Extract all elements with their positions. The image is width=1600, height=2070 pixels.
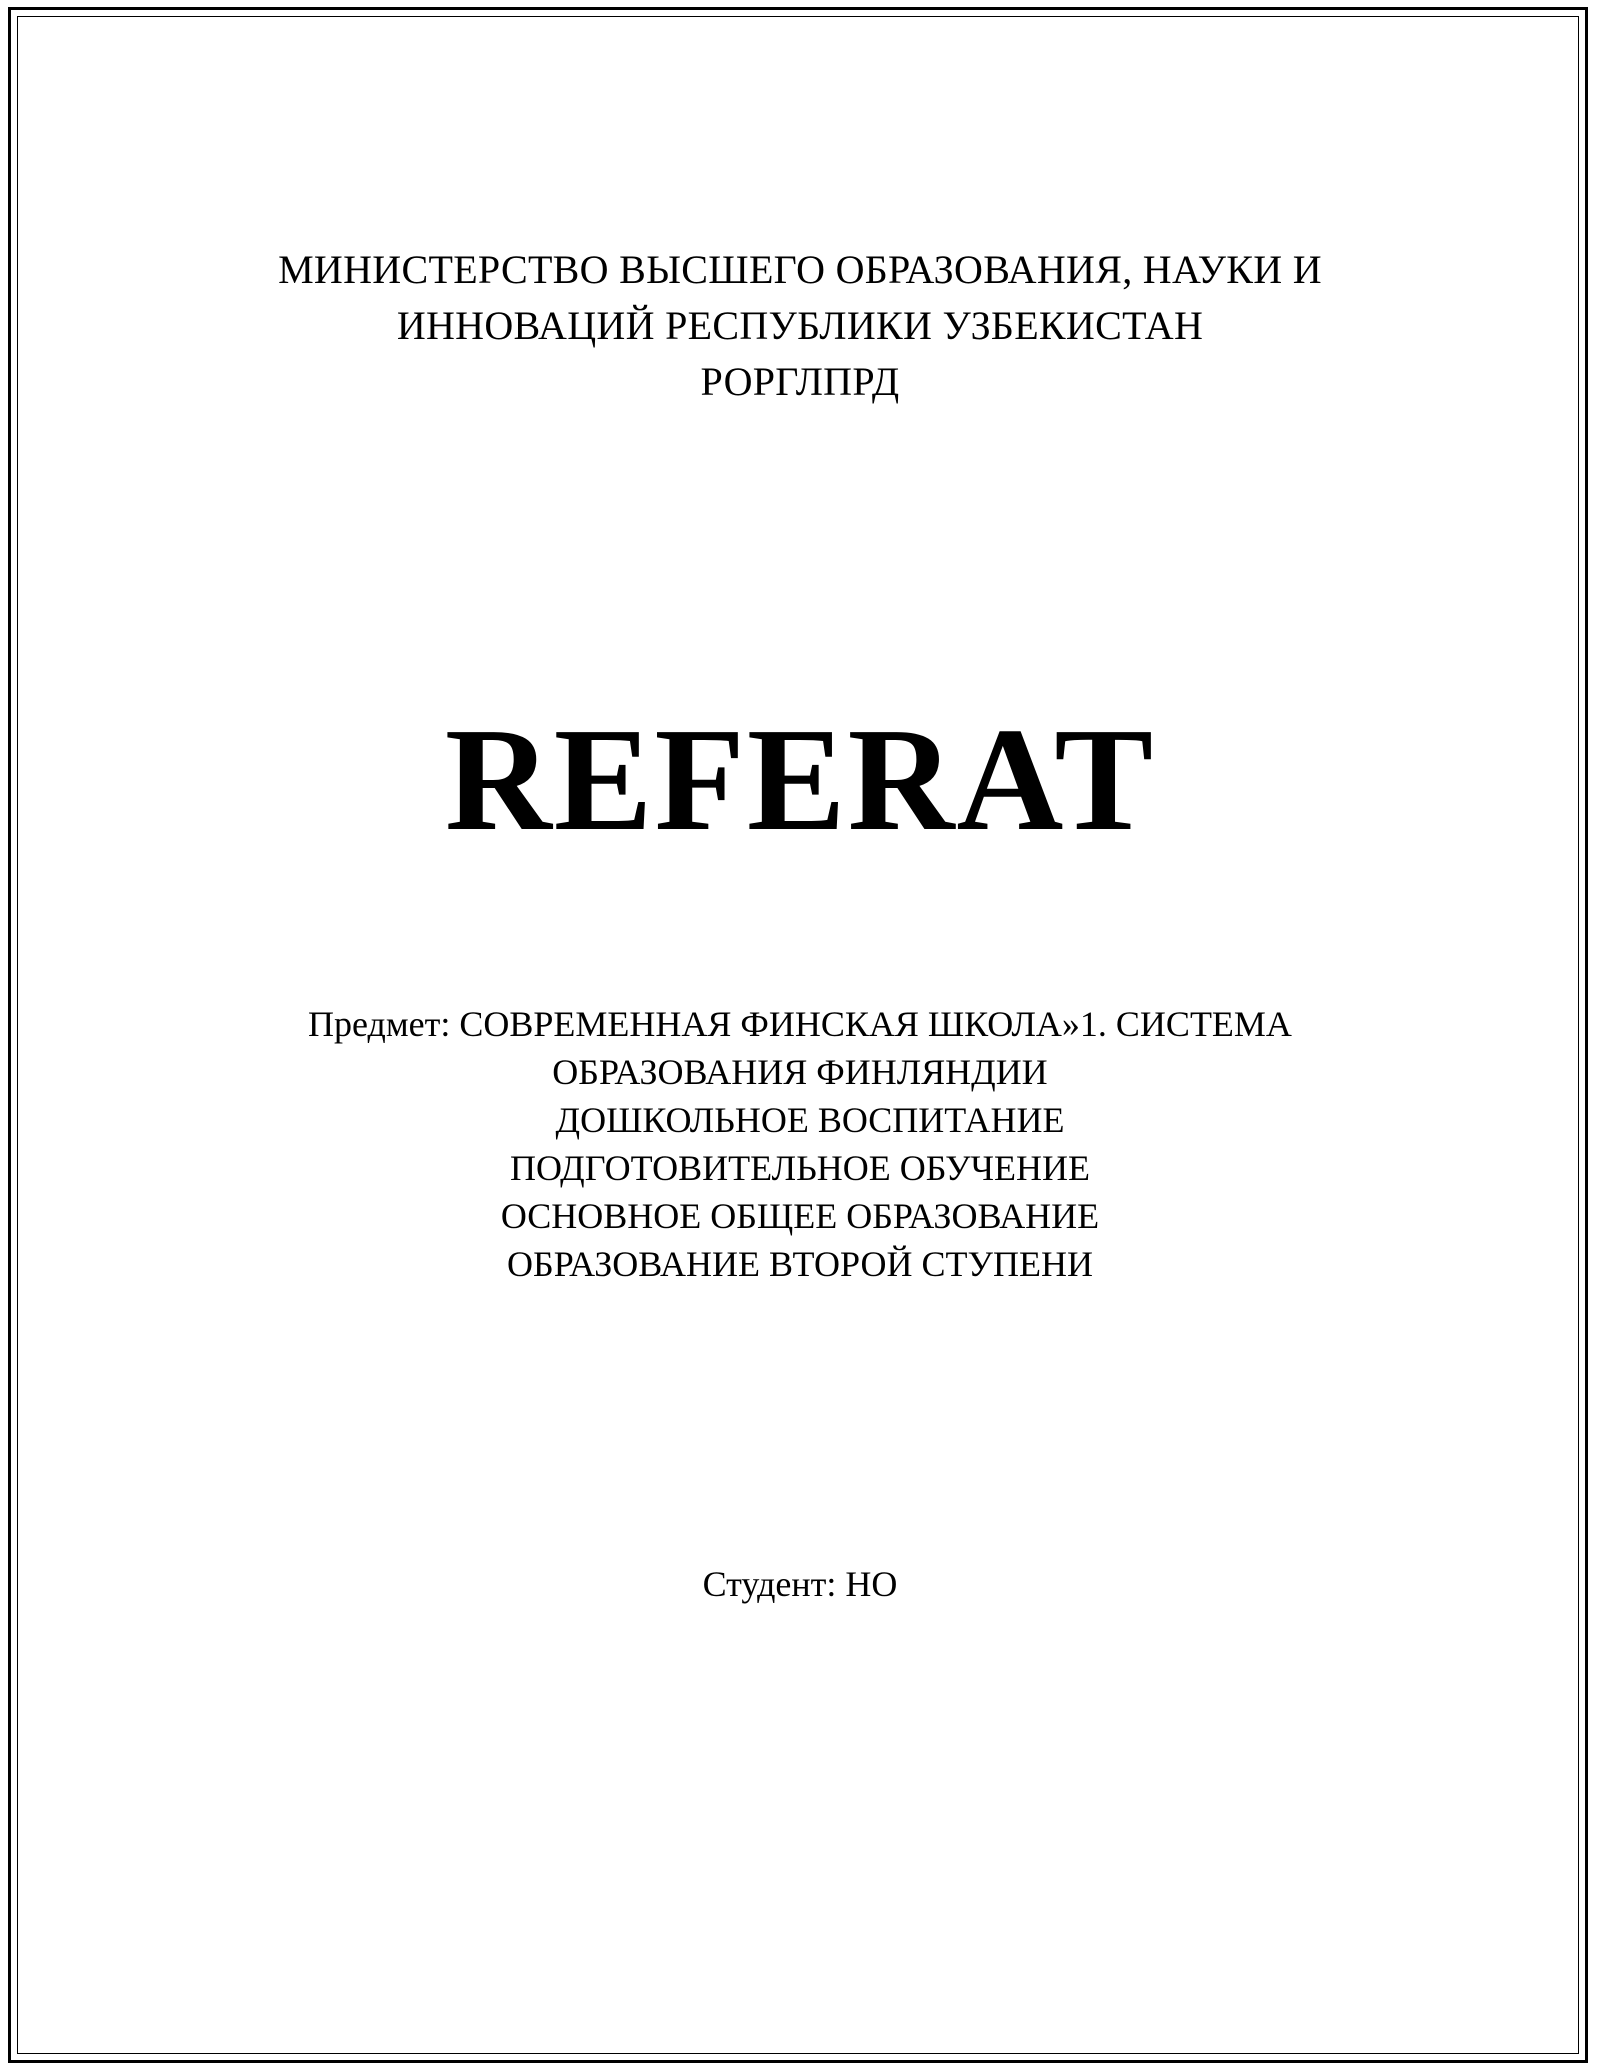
ministry-line-1: МИНИСТЕРСТВО ВЫСШЕГО ОБРАЗОВАНИЯ, НАУКИ И	[278, 247, 1322, 292]
subject-line-4: ПОДГОТОВИТЕЛЬНОЕ ОБУЧЕНИЕ	[509, 1148, 1091, 1188]
subject-line-2: ОБРАЗОВАНИЯ ФИНЛЯНДИИ	[552, 1052, 1048, 1092]
subject-line-6: ОБРАЗОВАНИЕ ВТОРОЙ СТУПЕНИ	[507, 1244, 1093, 1284]
subject-line-3: ДОШКОЛЬНОЕ ВОСПИТАНИЕ	[555, 1100, 1065, 1140]
student-name: Студент: НО	[702, 1564, 898, 1604]
institution-name: РОРГЛПРД	[700, 359, 900, 404]
ministry-header	[0, 242, 1600, 410]
subject-block	[0, 1000, 1600, 1288]
subject-line-5: ОСНОВНОЕ ОБЩЕЕ ОБРАЗОВАНИЕ	[500, 1196, 1100, 1236]
document-title: REFERAT	[444, 698, 1156, 862]
ministry-line-2: ИННОВАЦИЙ РЕСПУБЛИКИ УЗБЕКИСТАН	[396, 303, 1204, 348]
subject-line-1: Предмет: СОВРЕМЕННАЯ ФИНСКАЯ ШКОЛА»1. СИСТЕМА	[308, 1004, 1292, 1044]
